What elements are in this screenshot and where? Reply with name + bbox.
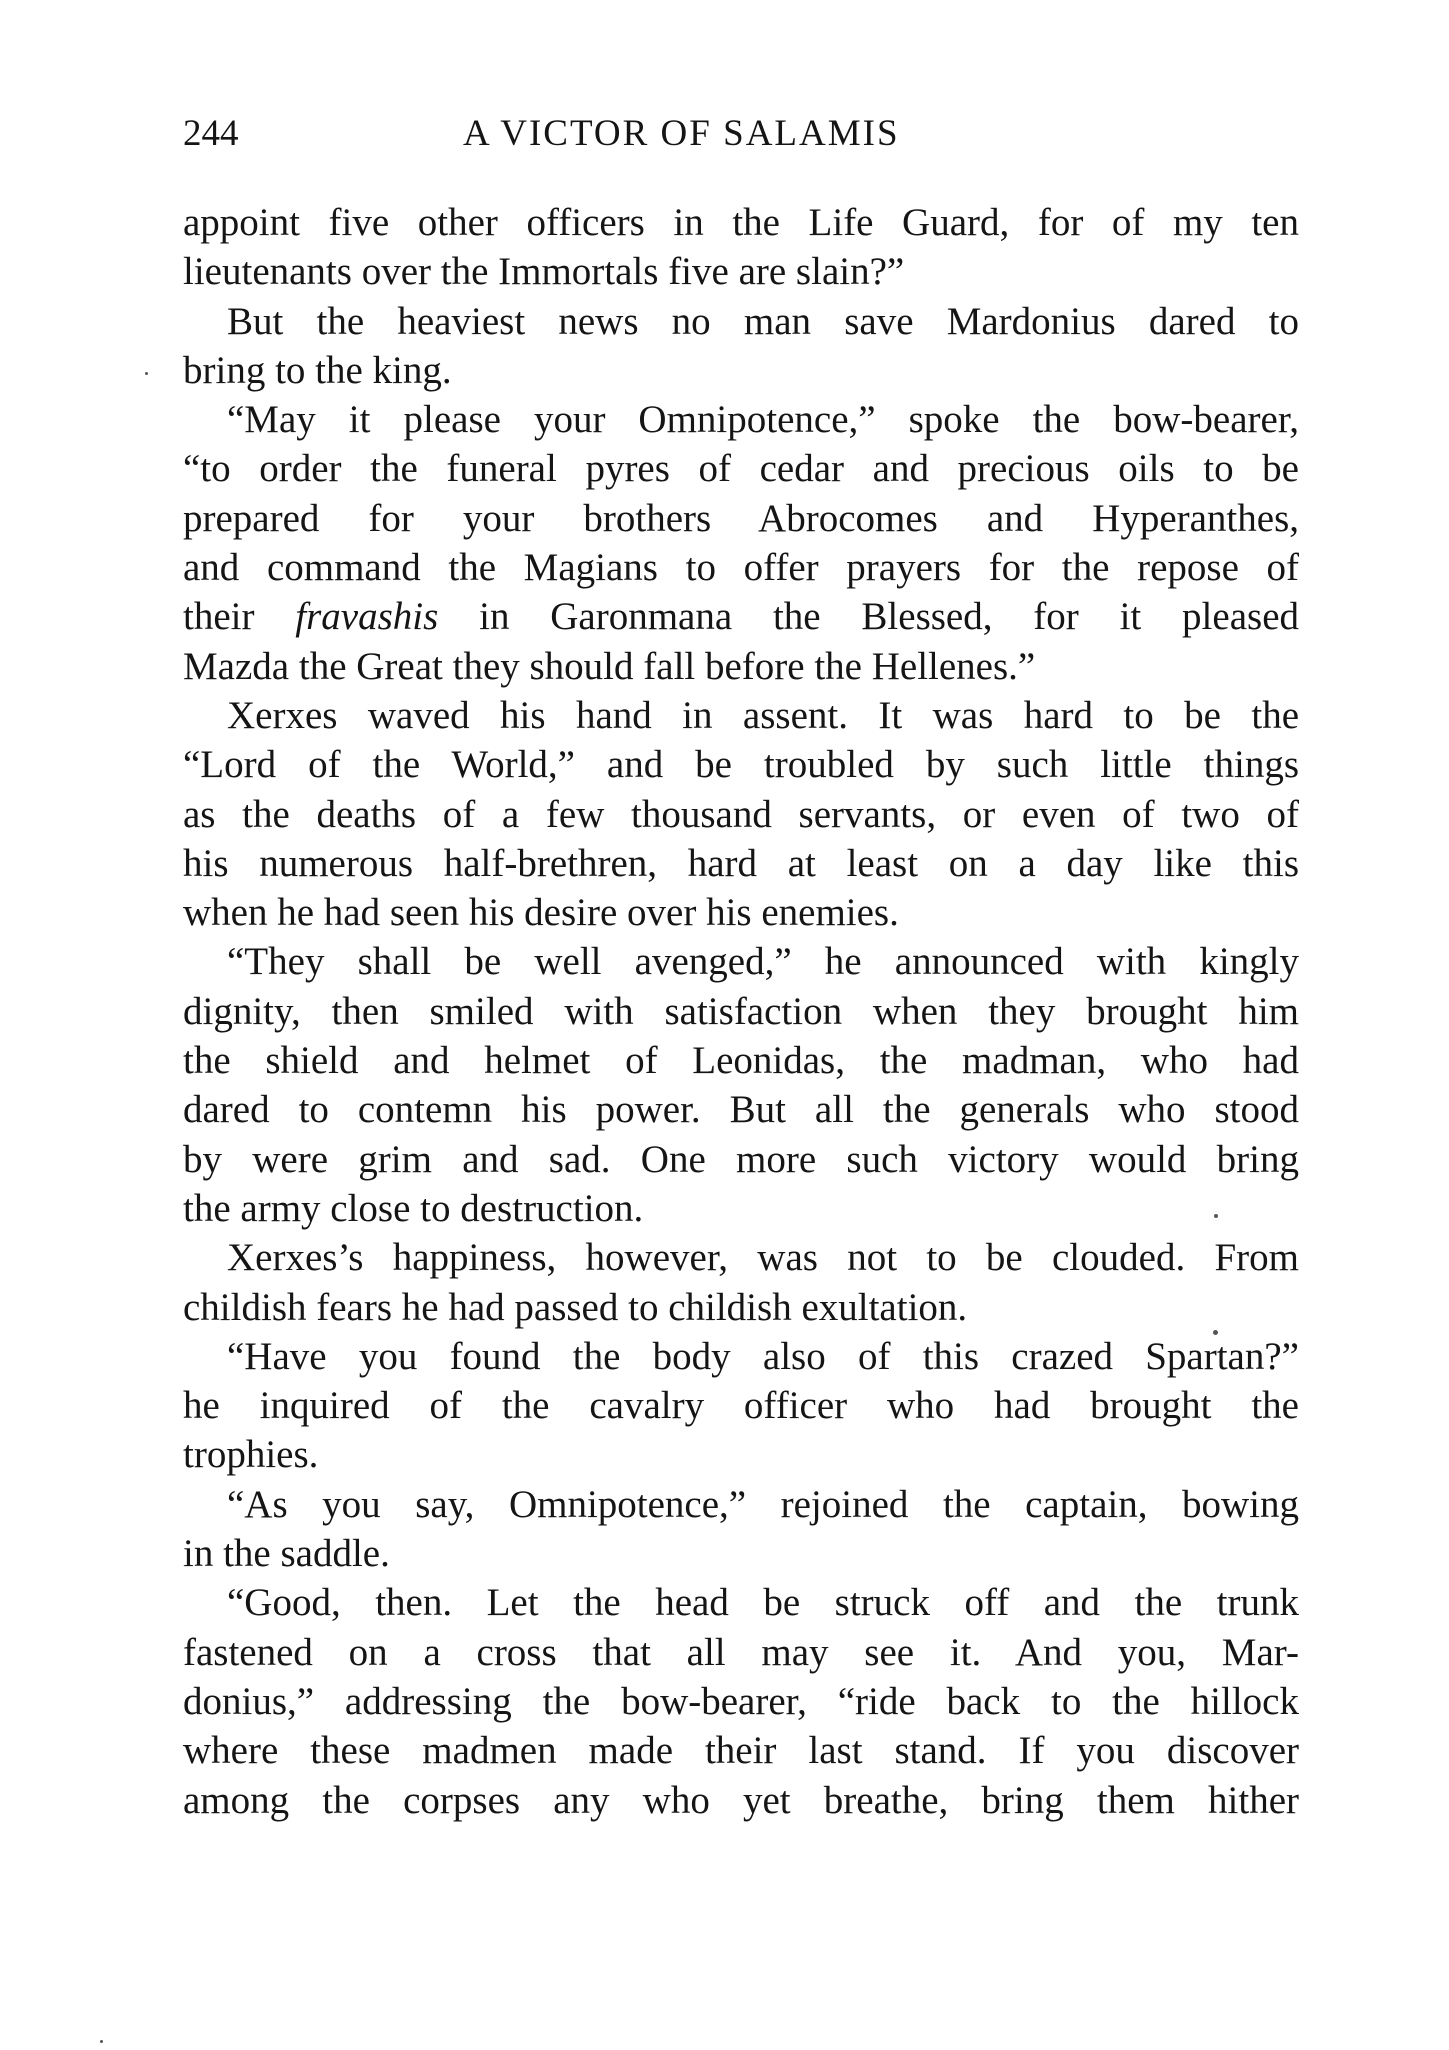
line-text: the shield and helmet of Leonidas, the madman, who had [183, 1039, 1299, 1083]
text-line [183, 297, 1299, 346]
italic-word: fravashis [295, 595, 439, 639]
line-text: “Good, then. Let the head be struck off and the trunk [227, 1581, 1299, 1625]
text-line [183, 790, 1299, 839]
line-text: dared to contemn his power. But all the generals who stood [183, 1088, 1299, 1132]
line-text: Xerxes’s happiness, however, was not to be clouded. From [227, 1236, 1299, 1280]
text-line [183, 691, 1299, 740]
text-line [183, 888, 1299, 937]
line-text: among the corpses any who yet breathe, bring them hither [183, 1778, 1299, 1822]
line-text: fastened on a cross that all may see it. And you, Mar- [183, 1630, 1299, 1674]
text-line [183, 839, 1299, 888]
line-text: in Garonmana the Blessed, for it pleased [438, 595, 1300, 639]
line-text: Mazda the Great they should fall before the Hellenes.” [183, 644, 1036, 688]
line-text: trophies. [183, 1433, 319, 1477]
line-text: their [183, 595, 296, 639]
text-line [183, 346, 1299, 395]
text-line [183, 1184, 1299, 1233]
line-text: his numerous half-brethren, hard at least on a day like this [183, 841, 1299, 885]
line-text: “Lord of the World,” and be troubled by such little things [183, 743, 1299, 787]
text-line [183, 1332, 1299, 1381]
text-line [183, 1381, 1299, 1430]
text-line [183, 1036, 1299, 1085]
page-body-text [183, 198, 1299, 1825]
line-text: he inquired of the cavalry officer who had brought the [183, 1384, 1299, 1428]
line-text: when he had seen his desire over his enemies. [183, 891, 899, 935]
text-line [183, 395, 1299, 444]
text-line [183, 987, 1299, 1036]
line-text: in the saddle. [183, 1532, 390, 1576]
text-line [183, 1283, 1299, 1332]
scan-speck [100, 2040, 103, 2043]
text-line [183, 937, 1299, 986]
text-line [183, 1135, 1299, 1184]
line-text: “May it please your Omnipotence,” spoke the bow-bearer, [227, 398, 1299, 442]
text-line [183, 1677, 1299, 1726]
line-text: where these madmen made their last stand. If you discover [183, 1729, 1299, 1773]
text-line [183, 592, 1299, 641]
line-text: as the deaths of a few thousand servants, or even of two of [183, 792, 1299, 836]
text-line [183, 740, 1299, 789]
line-text: the army close to destruction. [183, 1186, 644, 1230]
text-line [183, 444, 1299, 493]
line-text: by were grim and sad. One more such victory would bring [183, 1137, 1299, 1181]
text-line [183, 247, 1299, 296]
line-text: appoint five other officers in the Life Guard, for of my ten [183, 201, 1299, 244]
running-head: A VICTOR OF SALAMIS [463, 113, 900, 154]
text-line [183, 1529, 1299, 1578]
text-line [183, 1726, 1299, 1775]
text-line [183, 1085, 1299, 1134]
line-text: Xerxes waved his hand in assent. It was hard to be the [227, 693, 1299, 737]
text-line [183, 642, 1299, 691]
text-line [183, 543, 1299, 592]
scan-speck [145, 372, 148, 375]
line-text: prepared for your brothers Abrocomes and Hyperanthes, [183, 496, 1299, 540]
line-text: But the heaviest news no man save Mardonius dared to [227, 299, 1299, 343]
scan-speck [1213, 1330, 1218, 1335]
line-text: donius,” addressing the bow-bearer, “ride back to the hillock [183, 1679, 1299, 1723]
scan-speck [1214, 1214, 1218, 1218]
line-text: “They shall be well avenged,” he announced with kingly [227, 940, 1299, 984]
line-text: childish fears he had passed to childish exultation. [183, 1285, 968, 1329]
line-text: “to order the funeral pyres of cedar and precious oils to be [183, 447, 1299, 491]
page-number: 244 [183, 113, 239, 154]
line-text: lieutenants over the Immortals five are slain?” [183, 250, 905, 294]
page-header [183, 112, 1299, 162]
text-line [183, 494, 1299, 543]
text-line [183, 1480, 1299, 1529]
line-text: bring to the king. [183, 348, 452, 392]
text-line [183, 1430, 1299, 1479]
text-line [183, 1628, 1299, 1677]
text-line [183, 1776, 1299, 1825]
line-text: dignity, then smiled with satisfaction when they brought him [183, 989, 1299, 1033]
text-line [183, 1578, 1299, 1627]
line-text: “Have you found the body also of this crazed Spartan?” [227, 1334, 1299, 1378]
text-line [183, 1233, 1299, 1282]
text-line [183, 198, 1299, 247]
line-text: “As you say, Omnipotence,” rejoined the captain, bowing [227, 1482, 1299, 1526]
line-text: and command the Magians to offer prayers for the repose of [183, 546, 1299, 590]
